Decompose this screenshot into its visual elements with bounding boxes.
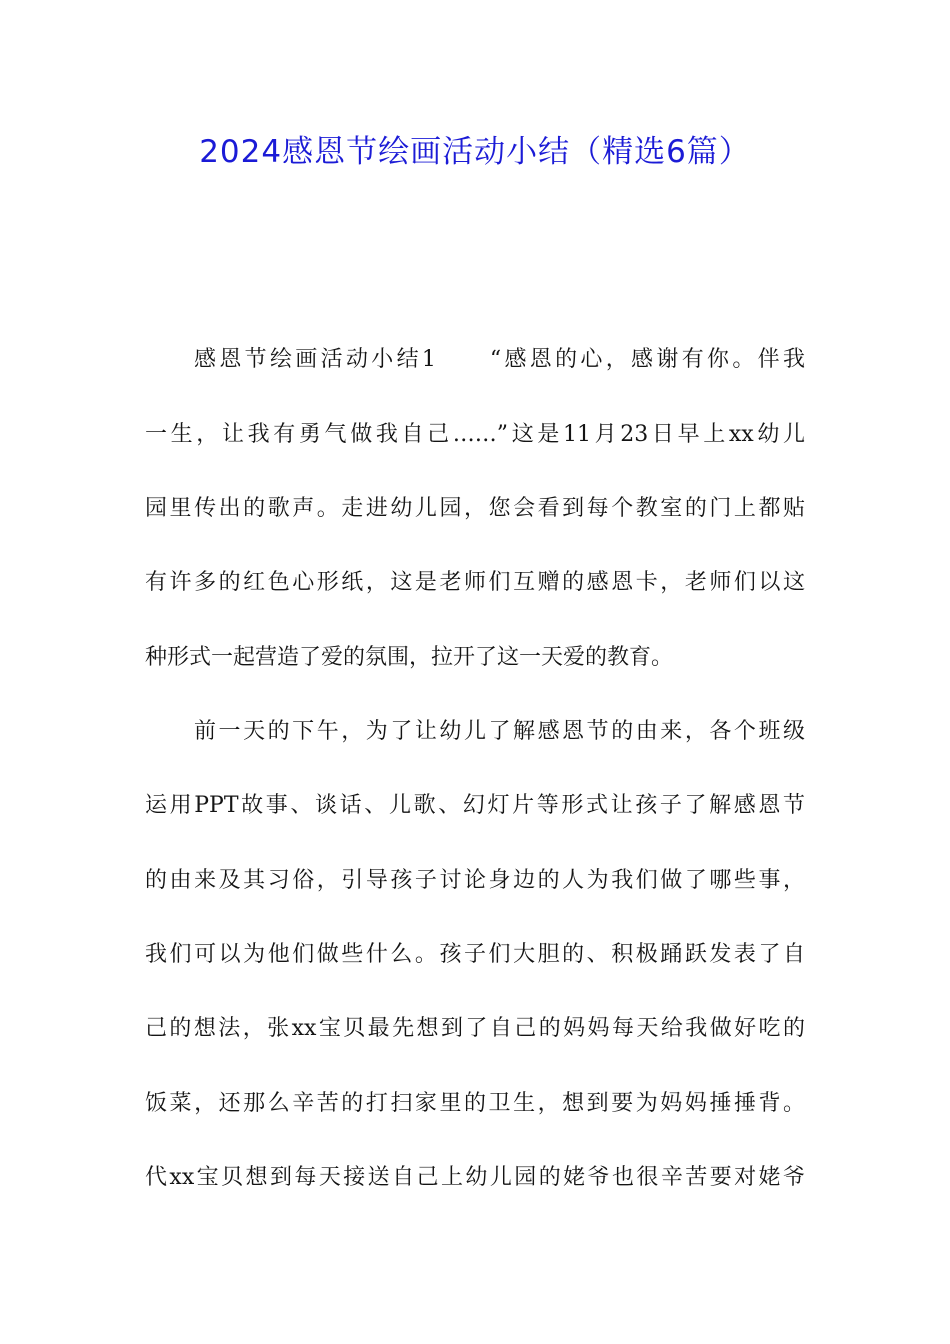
- paragraph-2-line-4: 我们可以为他们做些什么。孩子们大胆的、积极踊跃发表了自: [145, 942, 805, 967]
- paragraph-2-line-3: 的由来及其习俗，引导孩子讨论身边的人为我们做了哪些事，: [145, 868, 805, 893]
- paragraph-2-line-6: 饭菜，还那么辛苦的打扫家里的卫生，想到要为妈妈捶捶背。: [145, 1091, 805, 1116]
- document-title: 2024感恩节绘画活动小结（精选6篇）: [199, 134, 751, 170]
- paragraph-1-line-5: 种形式一起营造了爱的氛围，拉开了这一天爱的教育。: [145, 645, 674, 670]
- paragraph-2-line-5: 己的想法，张xx宝贝最先想到了自己的妈妈每天给我做好吃的: [145, 1016, 805, 1041]
- paragraph-2-line-7: 代xx宝贝想到每天接送自己上幼儿园的姥爷也很辛苦要对姥爷: [145, 1165, 805, 1190]
- paragraph-2-line-2: 运用PPT故事、谈话、儿歌、幻灯片等形式让孩子了解感恩节: [145, 793, 805, 818]
- paragraph-2-line-1: 前一天的下午，为了让幼儿了解感恩节的由来，各个班级: [194, 719, 805, 744]
- paragraph-1-line-2: 一生，让我有勇气做我自己……”这是11月23日早上xx幼儿: [145, 422, 805, 447]
- paragraph-1-line-1: 感恩节绘画活动小结1 “感恩的心，感谢有你。伴我: [194, 347, 805, 372]
- paragraph-1-line-4: 有许多的红色心形纸，这是老师们互赠的感恩卡，老师们以这: [145, 570, 805, 595]
- paragraph-1-line-3: 园里传出的歌声。走进幼儿园，您会看到每个教室的门上都贴: [145, 496, 805, 521]
